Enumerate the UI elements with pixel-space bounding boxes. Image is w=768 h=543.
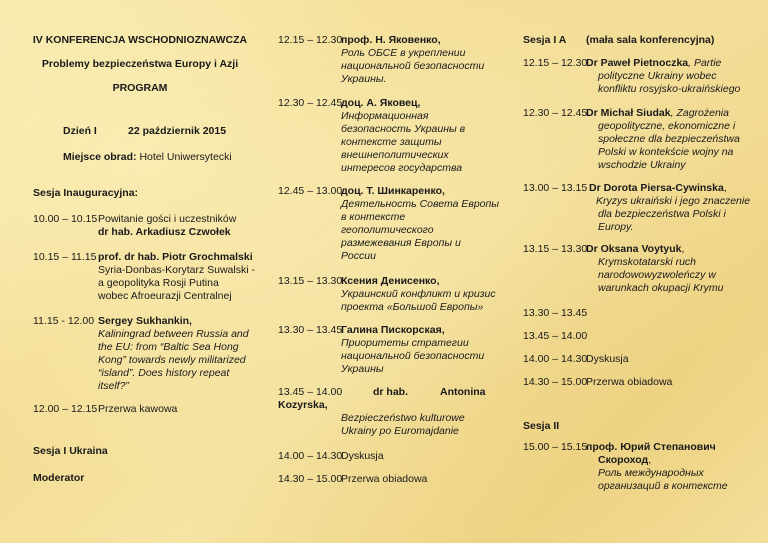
item-speaker: dr hab. Arkadiusz Czwołek — [98, 226, 231, 238]
item-title-line: geopolityczne, ekonomiczne i — [598, 120, 736, 132]
item-title-line: społeczne dla bezpieczeństwa — [598, 133, 740, 145]
item-title-line: внешнеполитических — [341, 149, 449, 161]
item-title-line: Информационная — [341, 110, 429, 122]
item-title-line: Украины. — [341, 73, 387, 85]
session-2-title: Sesja II — [523, 420, 560, 432]
inaugural-session-title: Sesja Inauguracyjna: — [33, 187, 139, 199]
item-title-line: a geopolityka Rosji Putina — [98, 277, 219, 289]
item-time: 14.00 – 14.30 — [278, 450, 343, 462]
item-title-line: wobec Afroeurazji Centralnej — [98, 290, 232, 302]
conference-subtitle: Problemy bezpieczeństwa Europy i Azji — [41, 58, 239, 70]
item-time: 12.30 – 12.45 — [523, 107, 588, 119]
item-speaker: Sergey Sukhankin, — [98, 315, 192, 327]
conference-title: IV KONFERENCJA WSCHODNIOZNAWCZA — [32, 34, 248, 46]
session-1-title: Sesja I Ukraina — [33, 445, 108, 457]
session-1a-room: (mała sala konferencyjna) — [586, 34, 715, 46]
item-title-line: Деятельность Совета Европы — [341, 198, 500, 210]
item-title-line: контексте защиты — [341, 136, 442, 148]
item-speaker: dr hab. — [373, 386, 409, 398]
item-title-line: интересов государства — [341, 162, 463, 174]
item-title-line: polityczne Ukrainy wobec — [598, 70, 717, 82]
item-time: 13.45 – 14.00 — [278, 386, 343, 398]
item-title-line: Украинский конфликт и кризис — [341, 288, 496, 300]
item-speaker: prof. dr hab. Piotr Grochmalski — [98, 251, 253, 263]
item-title-line: , Partie — [688, 57, 722, 69]
item-speaker-comma: , — [648, 454, 652, 466]
item-title: Dyskusja — [586, 353, 629, 365]
item-title-line: Bezpieczeństwo kulturowe — [341, 412, 465, 424]
item-speaker: доц. Т. Шинкаренко, — [341, 185, 445, 197]
item-title-line: Роль международных — [598, 467, 704, 479]
item-title: Przerwa kawowa — [98, 403, 178, 415]
item-time: 11.15 - 12.00 — [33, 315, 95, 327]
item-speaker: Dr Dorota Piersa-Cywinska — [589, 182, 724, 194]
item-title-line: Polski w kontekście wojny na — [598, 146, 734, 158]
item-title-line: Kaliningrad between Russia and — [98, 328, 249, 340]
item-time: 14.00 – 14.30 — [523, 353, 588, 365]
day-label: Dzień I — [63, 125, 97, 137]
venue — [63, 151, 232, 164]
item-speaker: Галина Пискорская, — [341, 324, 445, 336]
item-time: 13.15 – 13.30 — [523, 243, 588, 255]
item-title-line: размежевания Европы и — [341, 237, 461, 249]
item-title-line: “island”. Does history repeat — [98, 367, 230, 379]
item-speaker: доц. А. Яковец, — [341, 97, 421, 109]
item-title-line: в контексте — [341, 211, 406, 223]
item-time: 12.15 – 12.30 — [278, 34, 343, 46]
item-title-line: narodowowyzwoleńczy w — [598, 269, 716, 281]
item-title-line: Kryzys ukraiński i jego znaczenie — [596, 195, 751, 207]
item-title-line: wschodzie Ukrainy — [598, 159, 686, 171]
item-title: Dyskusja — [341, 450, 384, 462]
item-title-line: проекта «Большой Европы» — [341, 301, 484, 313]
item-time: 15.00 – 15.15 — [523, 441, 588, 453]
venue-label: Miejsce obrad: — [63, 151, 137, 163]
item-time: 13.00 – 13.15 — [523, 182, 588, 194]
item-time: 10.00 – 10.15 — [33, 213, 98, 225]
item-time: 13.30 – 13.45 — [278, 324, 343, 336]
item-title-line: Syria-Donbas-Korytarz Suwalski - — [98, 264, 255, 276]
item-title-line: Приоритеты стратегии — [341, 337, 469, 349]
schedule-item — [278, 386, 508, 438]
program-heading: PROGRAM — [112, 82, 168, 94]
item-time: 12.45 – 13.00 — [278, 185, 343, 197]
item-title-line: konfliktu rosyjsko-ukraińskiego — [598, 83, 741, 95]
item-title-line: Украины — [341, 363, 384, 375]
item-speaker: Dr Paweł Pietnoczka — [586, 57, 689, 69]
item-title-line: , Zagrożenia — [670, 107, 729, 119]
item-title: Przerwa obiadowa — [586, 376, 673, 388]
item-time: 12.15 – 12.30 — [523, 57, 588, 69]
item-speaker: Dr Michał Siudak — [586, 107, 671, 119]
item-title-line: warunkach okupacji Krymu — [598, 282, 724, 294]
item-title-line: the EU: from “Baltic Sea Hong — [98, 341, 239, 353]
item-speaker: Dr Oksana Voytyuk — [586, 243, 682, 255]
item-speaker-comma: , — [681, 243, 685, 255]
item-speaker: Antonina — [440, 386, 486, 398]
item-title-line: национальной безопасности — [341, 350, 485, 362]
item-time: 14.30 – 15.00 — [278, 473, 343, 485]
item-title-line: организаций в контексте — [598, 480, 728, 492]
item-speaker: Kozyrska, — [278, 399, 328, 411]
item-title: Powitanie gości i uczestników — [98, 213, 237, 225]
item-title-line: Роль ОБСЕ в укреплении — [341, 47, 466, 59]
item-title-line: национальной безопасности — [341, 60, 485, 72]
moderator-label: Moderator — [33, 472, 85, 484]
item-title-line: Kong” towards newly militarized — [98, 354, 246, 366]
item-speaker: Ксения Денисенко, — [341, 275, 440, 287]
item-speaker: Скороход — [598, 454, 649, 466]
item-title: Przerwa obiadowa — [341, 473, 428, 485]
item-title-line: Krymskotatarski ruch — [598, 256, 697, 268]
item-time: 12.00 – 12.15 — [33, 403, 98, 415]
item-speaker: проф. Юрий Степанович — [586, 441, 716, 453]
item-time: 12.30 – 12.45 — [278, 97, 343, 109]
item-time: 14.30 – 15.00 — [523, 376, 588, 388]
item-title-line: itself?” — [98, 380, 129, 392]
item-speaker: проф. Н. Яковенко, — [341, 34, 441, 46]
item-title-line: Europy. — [598, 221, 634, 233]
day-date: 22 październik 2015 — [128, 125, 227, 137]
item-speaker-comma: , — [723, 182, 727, 194]
venue-value: Hotel Uniwersytecki — [139, 151, 232, 163]
item-title-line: безопасность Украины в — [341, 123, 466, 135]
item-time: 13.30 – 13.45 — [523, 307, 588, 319]
item-title-line: геополитического — [341, 224, 434, 236]
item-title-line: dla bezpieczeństwa Polski i — [598, 208, 726, 220]
session-1a-title: Sesja I A — [523, 34, 567, 46]
item-title-line: России — [341, 250, 376, 262]
item-time: 13.45 – 14.00 — [523, 330, 588, 342]
item-time: 10.15 – 11.15 — [33, 251, 97, 263]
item-time: 13.15 – 13.30 — [278, 275, 343, 287]
item-title-line: Ukrainy po Euromajdanie — [341, 425, 459, 437]
